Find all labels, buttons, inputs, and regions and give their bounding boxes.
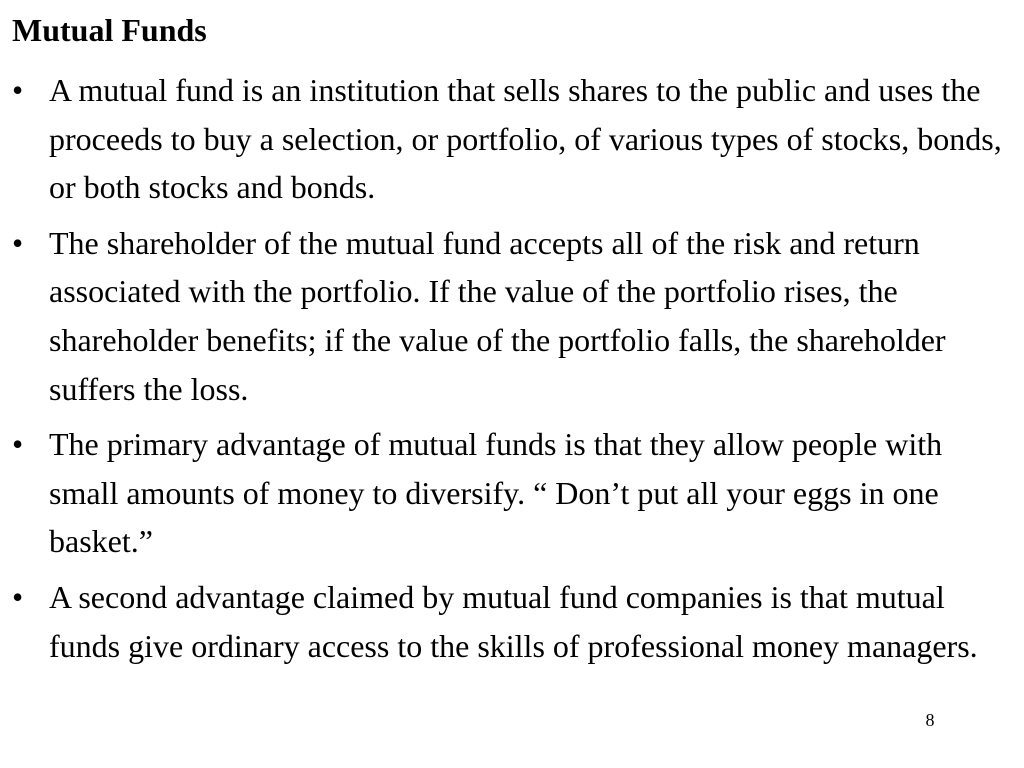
bullet-text: A second advantage claimed by mutual fund companies is that mutual funds give ordinary access to the skills of professional money managers. <box>49 578 978 664</box>
bullet-item <box>12 219 1010 413</box>
bullet-marker: • <box>12 72 24 108</box>
bullet-text: A mutual fund is an institution that sells shares to the public and uses the proceeds to buy a selection, or portfolio, of various types of stocks, bonds, or both stocks and bonds. <box>49 72 1002 206</box>
page-number: 8 <box>925 710 935 730</box>
bullet-marker: • <box>12 426 24 463</box>
bullet-list <box>12 66 1010 677</box>
bullet-marker: • <box>12 578 24 615</box>
bullet-item <box>12 66 1010 212</box>
bullet-item <box>12 573 1010 670</box>
bullet-marker: • <box>12 224 24 261</box>
bullet-text: The shareholder of the mutual fund accepts all of the risk and return associated with the portfolio. If the value of the portfolio rises, the shareholder benefits; if the value of the portfolio falls, the shareholder suffers the loss. <box>49 224 946 407</box>
bullet-item <box>12 420 1010 566</box>
bullet-text: The primary advantage of mutual funds is that they allow people with small amounts of money to diversify. “ Don’t put all your eggs in one basket.” <box>49 426 943 560</box>
slide-title: Mutual Funds <box>12 12 207 48</box>
